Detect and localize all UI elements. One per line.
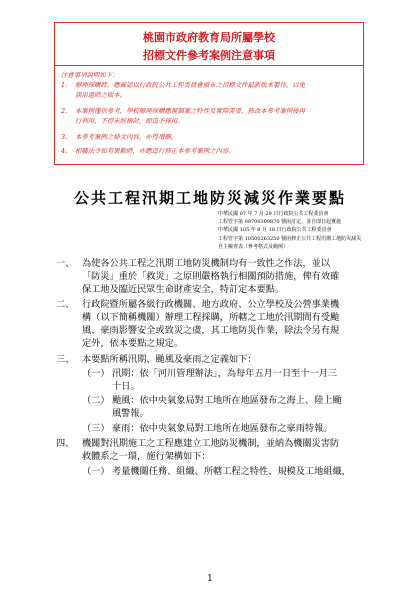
article-number: 二、: [56, 299, 75, 310]
notice-header-box: [54, 22, 364, 66]
note-item: [61, 147, 357, 157]
subitem-heavy-rain: [82, 422, 333, 435]
article-line: 定外，依本要點之規定。: [82, 338, 184, 349]
subitem-line: 豪雨：依中央氣象局對工地所在地區發布之豪雨特報。: [112, 423, 333, 434]
note-item: [61, 133, 357, 143]
notice-title-reference: 招標文件參考案例注意事項: [143, 49, 275, 62]
history-line: 中華民國 07 年 7 月 29 日行政院公共工程委員會: [218, 211, 329, 217]
article-number: 四、: [56, 438, 75, 449]
article-1: [56, 257, 339, 296]
article-line: 救體系之一環，施行架構如下：: [82, 451, 211, 462]
subitem-line: 颱風：依中央氣象局對工地所在地區發布之海上、陸上颱: [112, 395, 342, 406]
subitem-line: 考量機關任務、組織、所轄工程之特性、規模及工地組織，: [112, 466, 351, 477]
revision-history: [218, 210, 368, 251]
history-line: 中華民國 105 年 8 月 18 日行政院公共工程委員會: [218, 227, 332, 234]
subitem-flood-season: [82, 367, 337, 393]
subitem-line: 汛期：依「河川管理辦法」，為每年五月一日至十一月三: [112, 368, 338, 379]
document-title: 公共工程汛期工地防災減災作業要點: [73, 189, 346, 207]
article-line: 構（以下簡稱機關）辦理工程採購，所轄之工地於汛期間有受颱: [82, 312, 340, 323]
article-line: 機關對汛期施工之工程應建立工地防災機制，並納為機關災害防: [82, 438, 340, 449]
page-number: 1: [207, 574, 213, 584]
note-number: 2.: [61, 107, 68, 115]
subitem-number: （一）: [82, 466, 110, 477]
note-item: [61, 107, 357, 126]
subitem-framework: [82, 465, 351, 478]
note-line: 行利用，不得未經檢討，即逕予採用。: [75, 116, 184, 125]
history-line: 工程管字第 10500263250 號函修正公共工程汛期工地防災減災: [218, 235, 362, 242]
note-number: 1.: [61, 81, 68, 89]
history-line: 自主檢查表（參考格式及範例）: [218, 243, 289, 250]
article-line: 為使各公共工程之汛期工地防災機制均有一致性之作法，並以: [82, 258, 331, 269]
subitem-number: （三）: [82, 423, 110, 434]
note-line: 誤用過時之版本。: [75, 90, 127, 99]
subitem-typhoon: [82, 394, 342, 420]
note-number: 3.: [61, 133, 68, 141]
article-line: 「防災」重於「救災」之原則嚴格執行相關預防措施，俾有效確: [82, 271, 340, 282]
note-item: [61, 81, 357, 100]
article-3: [56, 353, 257, 366]
note-number: 4.: [61, 147, 68, 155]
notice-title-school: 桃園市政府教育局所屬學校: [143, 31, 275, 44]
article-4: [56, 437, 339, 463]
notes-box: [54, 66, 364, 165]
history-line: 工程管字第 09700309870 號函訂定，並自即日起實施: [218, 219, 342, 226]
article-line: 風、豪雨影響安全或致災之虞，其工地防災作業，除法令另有規: [82, 325, 340, 336]
article-2: [56, 298, 339, 350]
note-line: 本案例僅供參考，學校辦理採購應視個案之特性及實際需要，修改本參考案例後再: [75, 107, 306, 115]
note-line: 辦理採購時，應確認以行政院公共工程委員會頒布之招標文件最新版本製作，以免: [75, 81, 306, 89]
article-number: 一、: [56, 258, 75, 269]
note-line: 本參考案例之條文內容，亦得增刪。: [75, 133, 178, 141]
note-line: 相關法令如有異動時，亦應逕行修正本參考案例之內容。: [75, 147, 235, 155]
subitem-line: 風警報。: [112, 408, 149, 419]
subitem-line: 十日。: [112, 381, 140, 392]
article-line: 保工地及臨近民眾生命財產安全，特訂定本要點。: [82, 284, 285, 295]
article-line: 行政院暨所屬各級行政機關、地方政府、公立學校及公營事業機: [82, 299, 340, 310]
subitem-number: （一）: [82, 368, 110, 379]
article-line: 本要點所稱汛期、颱風及豪雨之定義如下：: [82, 354, 257, 365]
article-number: 三、: [56, 354, 75, 365]
notes-heading: 注意事項說明如下：: [61, 71, 119, 79]
subitem-number: （二）: [82, 395, 110, 406]
